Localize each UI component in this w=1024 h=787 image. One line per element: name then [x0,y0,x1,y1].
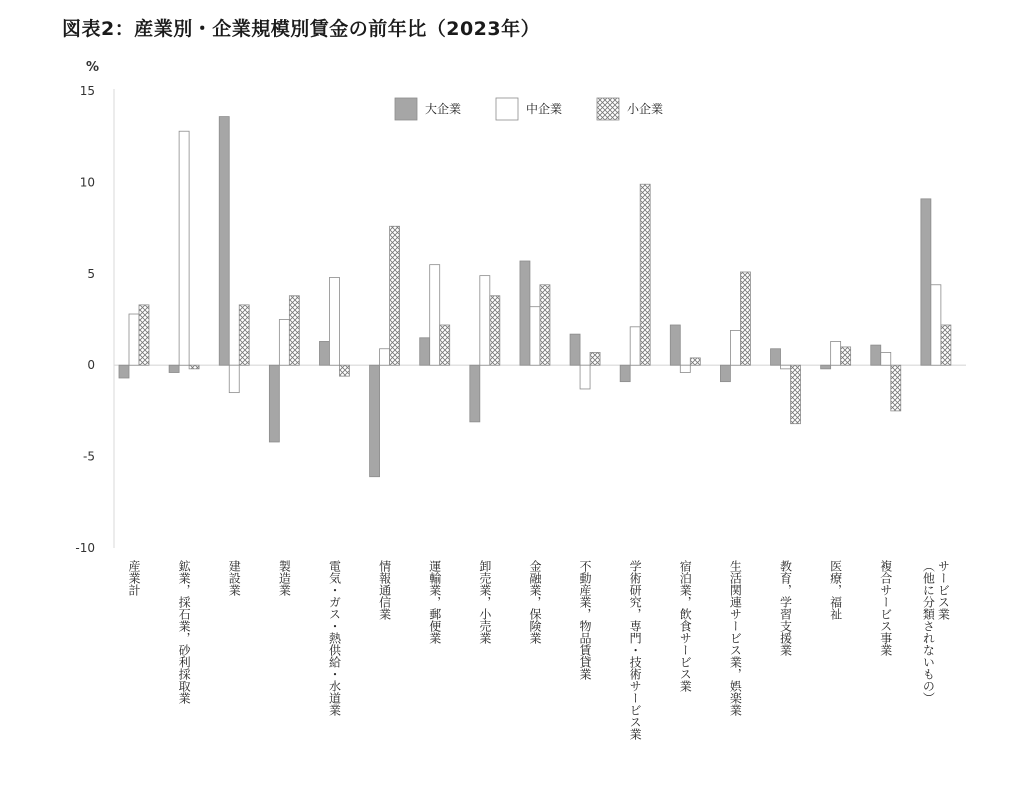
bar-大企業 [269,365,279,442]
bar-大企業 [370,365,380,477]
bar-大企業 [620,365,630,381]
legend-label-小企業: 小企業 [627,102,664,116]
chart-title: 図表2：産業別・企業規模別賃金の前年比（2023年） [62,18,541,40]
category-label: 生活関連サービス業，娯楽業 [728,560,743,716]
bar-小企業 [139,305,149,365]
category-label: 宿泊業，飲食サービス業 [678,560,693,692]
category-label: 卸売業，小売業 [477,560,492,644]
bar-小企業 [690,358,700,365]
bar-小企業 [440,325,450,365]
legend-swatch-小企業 [597,98,619,120]
bar-小企業 [490,296,500,365]
bar-大企業 [319,341,329,365]
legend-label-中企業: 中企業 [526,102,563,116]
y-tick-label: 15 [79,84,95,98]
bar-大企業 [570,334,580,365]
category-label: 不動産業，物品賃貸業 [578,560,593,680]
category-label: 建設業 [227,560,242,596]
bar-小企業 [289,296,299,365]
category-label: 産業計 [127,560,141,596]
bar-小企業 [390,226,400,365]
category-label: 情報通信業 [377,560,392,620]
bar-中企業 [380,349,390,365]
legend-swatch-中企業 [496,98,518,120]
bar-大企業 [219,117,229,366]
bar-大企業 [119,365,129,378]
bar-大企業 [420,338,430,365]
bar-小企業 [189,365,199,369]
bar-小企業 [841,347,851,365]
y-tick-label: 0 [87,358,95,373]
bar-中企業 [179,131,189,365]
bar-中企業 [730,330,740,365]
bar-中企業 [279,320,289,366]
bar-小企業 [791,365,801,423]
bar-中企業 [580,365,590,389]
bar-中企業 [680,365,690,372]
bar-大企業 [520,261,530,365]
bar-中企業 [129,314,139,365]
bar-小企業 [941,325,951,365]
bar-大企業 [871,345,881,365]
bar-小企業 [740,272,750,365]
bar-小企業 [339,365,349,376]
y-axis-unit-label: % [86,60,100,75]
bar-中企業 [781,365,791,369]
bar-小企業 [540,285,550,365]
bar-小企業 [590,352,600,365]
bar-中企業 [480,276,490,366]
bar-中企業 [329,277,339,365]
bar-小企業 [640,184,650,365]
category-label: 学術研究，専門・技術サービス業 [628,560,643,740]
category-label: 複合サービス事業 [878,560,893,656]
category-label: 製造業 [277,560,292,596]
bar-小企業 [239,305,249,365]
y-tick-label: -5 [83,449,95,464]
bar-中企業 [881,352,891,365]
category-label: 金融業，保険業 [527,560,542,644]
bar-中企業 [831,341,841,365]
bar-中企業 [630,327,640,365]
bar-大企業 [720,365,730,381]
y-tick-label: 5 [87,266,95,281]
category-label: （他に分類されないもの） [921,560,936,704]
category-label: 電気・ガス・熱供給・水道業 [327,560,342,716]
category-label: 教育，学習支援業 [778,560,793,656]
bar-大企業 [771,349,781,365]
bar-大企業 [169,365,179,372]
category-label: 鉱業，採石業，砂利採取業 [177,560,192,704]
legend-label-大企業: 大企業 [425,102,462,116]
bar-大企業 [921,199,931,365]
bar-小企業 [891,365,901,411]
legend-swatch-大企業 [395,98,417,120]
y-tick-label: 10 [79,175,95,190]
bar-大企業 [670,325,680,365]
bar-中企業 [229,365,239,392]
bar-大企業 [470,365,480,422]
category-label: 運輸業，郵便業 [427,560,442,644]
bar-大企業 [821,365,831,369]
bar-中企業 [430,265,440,366]
category-label: 医療，福祉 [828,560,843,620]
bar-中企業 [931,285,941,365]
category-label: サービス業 [936,560,951,620]
y-tick-label: -10 [75,541,95,555]
bar-中企業 [530,307,540,365]
